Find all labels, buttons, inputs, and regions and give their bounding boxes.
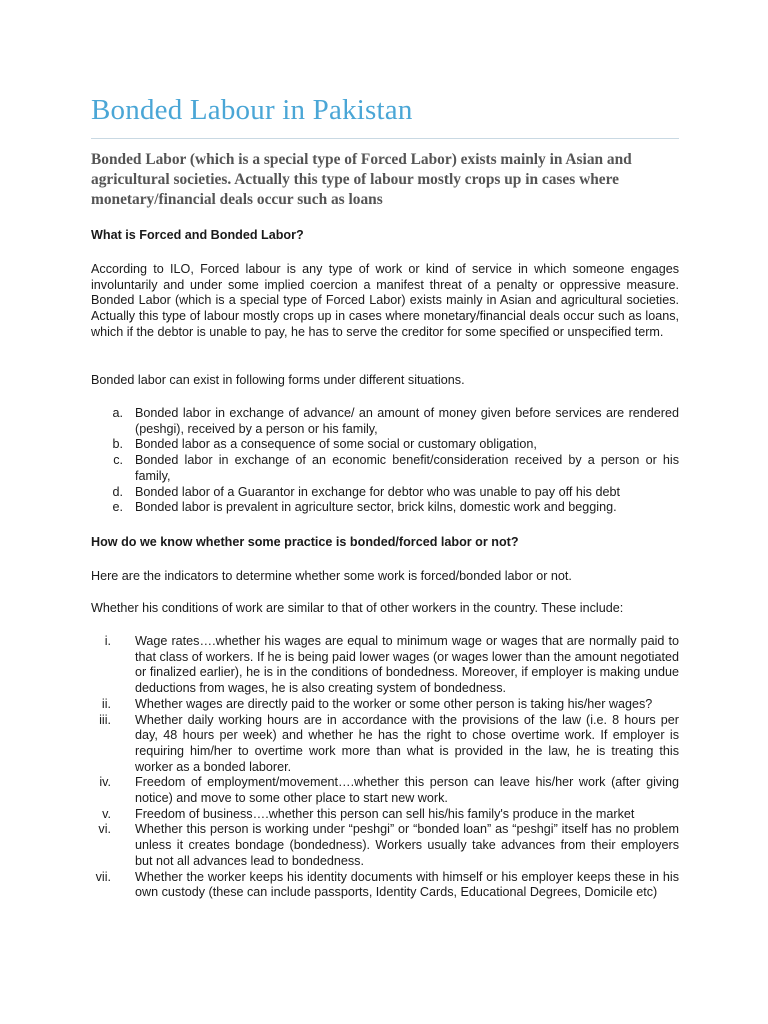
list-item: [91, 713, 679, 776]
list-item-text: Wage rates….whether his wages are equal to minimum wage or wages that are normally paid to that class of workers. If he is being paid lower wages (or wages lower than the amount negotiated or finalized earlier), he is in the conditions of bondedness. Moreover, if employer is making undue deductions from wages, he is also creating system of bondedness.: [135, 634, 679, 696]
list-marker: iv.: [99, 775, 111, 790]
list-item: [91, 437, 679, 453]
list-item: [91, 697, 679, 713]
list-marker: i.: [104, 634, 111, 648]
paragraph-ilo-definition: According to ILO, Forced labour is any type of work or kind of service in which someone engages involuntarily and under some implied coercion a manifest threat of a penalty or oppressive measure. Bonded Labor (which is a special type of Forced Labor) exists mainly in Asian and agricultural societies. Actually this type of labour mostly crops up in cases where monetary/financial deals occur such as loans, which if the debtor is unable to pay, he has to serve the creditor for some specified or unspecified term.: [91, 262, 679, 339]
title-divider: [91, 138, 679, 139]
list-marker: e.: [112, 500, 123, 515]
list-item-text: Bonded labor as a consequence of some social or customary obligation,: [135, 437, 537, 452]
list-marker: a.: [112, 406, 123, 420]
paragraph-conditions-intro: Whether his conditions of work are similar to that of other workers in the country. These include:: [91, 601, 624, 615]
indicators-list: [91, 634, 679, 901]
list-item-text: Bonded labor in exchange of advance/ an amount of money given before services are rendered (peshgi), received by a person or his family,: [135, 406, 679, 436]
list-marker: ii.: [101, 696, 111, 711]
list-item-text: Whether the worker keeps his identity documents with himself or his employer keeps these in his own custody (these can include passports, Identity Cards, Educational Degrees, Domicile etc): [135, 869, 679, 900]
list-item: [91, 485, 679, 501]
list-item: [91, 634, 679, 697]
paragraph-forms-intro: Bonded labor can exist in following forms under different situations.: [91, 373, 465, 387]
list-item: [91, 406, 679, 437]
list-item-text: Whether daily working hours are in accordance with the provisions of the law (i.e. 8 hours per day, 48 hours per week) and whether he has the right to chose overtime work. If employer is requiring him/her to overtime work more than what is provided in the law, he is treating this worker as a bonded laborer.: [135, 712, 679, 774]
document-title: Bonded Labour in Pakistan: [91, 94, 413, 126]
list-marker: vii.: [95, 869, 111, 884]
list-marker: iii.: [99, 712, 111, 727]
list-item-text: Whether this person is working under “peshgi” or “bonded loan” as “peshgi” itself has no problem unless it creates bondage (bondedness). Workers usually take advances from their employers but not all advances lead to bondedness.: [135, 822, 679, 868]
list-item-text: Bonded labor of a Guarantor in exchange for debtor who was unable to pay off his debt: [135, 484, 620, 499]
list-item: [91, 775, 679, 806]
list-item: [91, 807, 679, 823]
list-item-text: Bonded labor in exchange of an economic benefit/consideration received by a person or his family,: [135, 453, 679, 483]
list-item-text: Bonded labor is prevalent in agriculture sector, brick kilns, domestic work and begging.: [135, 500, 617, 515]
list-item: [91, 453, 679, 484]
section-heading-forced-bonded: What is Forced and Bonded Labor?: [91, 228, 304, 242]
list-marker: d.: [112, 484, 123, 499]
list-marker: b.: [112, 437, 123, 452]
list-item-text: Whether wages are directly paid to the worker or some other person is taking his/her wages?: [135, 696, 653, 711]
list-item: [91, 822, 679, 869]
list-item: [91, 500, 679, 516]
list-marker: v.: [102, 806, 111, 821]
forms-list: [91, 406, 679, 516]
list-marker: vi.: [98, 822, 111, 837]
paragraph-indicators-intro: Here are the indicators to determine whether some work is forced/bonded labor or not.: [91, 569, 572, 583]
lead-paragraph: Bonded Labor (which is a special type of Forced Labor) exists mainly in Asian and agricultural societies. Actually this type of labour mostly crops up in cases where monetary/financial deals occur such as loans: [91, 151, 632, 208]
list-item-text: Freedom of employment/movement….whether this person can leave his/her work (after giving notice) and move to some other place to start new work.: [135, 775, 679, 806]
list-item-text: Freedom of business….whether this person can sell his/his family's produce in the market: [135, 806, 635, 821]
list-item: [91, 870, 679, 901]
list-marker: c.: [113, 453, 123, 468]
section-heading-how-do-we-know: How do we know whether some practice is bonded/forced labor or not?: [91, 535, 519, 549]
